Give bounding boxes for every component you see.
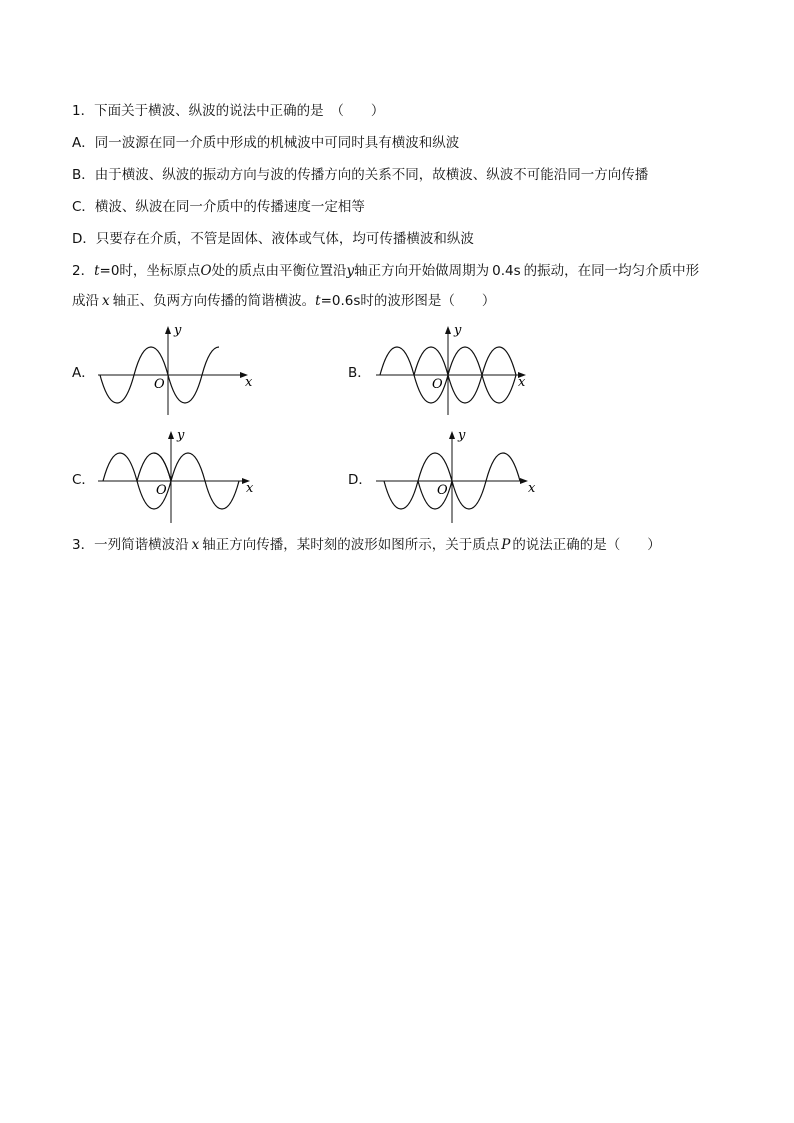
y-axis-arrow <box>449 431 455 439</box>
wave-curve-center-left <box>418 481 435 509</box>
y-axis-arrow <box>445 326 451 334</box>
origin-label: O <box>437 483 448 498</box>
q2-number: 2． <box>72 263 95 279</box>
origin-label: O <box>432 377 443 392</box>
q1-option-d: D．只要存在介质，不管是固体、液体或气体，均可传播横波和纵波 <box>72 231 474 247</box>
q2-text: 成沿 <box>72 293 99 309</box>
q1-option-c: C．横波、纵波在同一介质中的传播速度一定相等 <box>72 199 365 215</box>
q2-period: 0.4s <box>492 263 521 279</box>
q2-var-t: t <box>94 263 100 279</box>
x-axis-label: x <box>528 481 536 496</box>
q3-text: 的说法正确的是（ ） <box>512 537 661 553</box>
q3-text: 轴正方向传播，某时刻的波形如图所示，关于质点 <box>202 537 500 553</box>
wave-graph-b <box>368 320 538 420</box>
q3-number: 3． <box>72 537 95 553</box>
q1-stem: 1．下面关于横波、纵波的说法中正确的是 （ ） <box>72 103 385 119</box>
q2-var-x: x <box>102 293 110 309</box>
origin-label: O <box>154 377 165 392</box>
q2-text: 的振动，在同一均匀介质中形 <box>523 263 700 279</box>
q2-text: =0时，坐标原点 <box>99 263 201 279</box>
origin-label: O <box>156 483 167 498</box>
q2-option-b-label: B． <box>348 365 371 381</box>
wave-graph-c <box>92 425 262 525</box>
q2-option-c-label: C． <box>72 472 95 488</box>
y-axis-arrow <box>168 431 174 439</box>
q1-option-b: B．由于横波、纵波的振动方向与波的传播方向的关系不同，故横波、纵波不可能沿同一方向传播 <box>72 167 649 183</box>
q2-text: 轴正方向开始做周期为 <box>354 263 490 279</box>
q2-figure-c <box>92 425 262 529</box>
q2-figure-d <box>370 425 540 529</box>
q3-text: 一列简谐横波沿 <box>94 537 189 553</box>
y-axis-label: y <box>454 323 462 338</box>
wave-curve-center <box>414 347 448 375</box>
q2-text: 轴正、负两方向传播的简谐横波。 <box>112 293 316 309</box>
y-axis-arrow <box>165 326 171 334</box>
q1-option-a: A．同一波源在同一介质中形成的机械波中可同时具有横波和纵波 <box>72 135 460 151</box>
q2-var-y: y <box>346 263 355 279</box>
x-axis-label: x <box>246 481 254 496</box>
q2-figure-a <box>90 320 260 424</box>
wave-graph-a <box>90 320 260 420</box>
q2-stem-line2 <box>72 291 732 311</box>
q2-text: =0.6s时的波形图是（ ） <box>320 293 496 309</box>
q3-var-x: x <box>191 537 200 553</box>
y-axis-label: y <box>458 428 466 443</box>
q3-stem <box>72 535 732 555</box>
wave-graph-d <box>370 425 540 525</box>
q3-var-P: P <box>501 537 511 553</box>
y-axis-label: y <box>174 323 182 338</box>
q2-var-O: O <box>200 263 212 279</box>
x-axis-label: x <box>518 375 526 390</box>
x-axis-label: x <box>245 375 253 390</box>
q2-option-a-label: A． <box>72 365 95 381</box>
q2-figure-b <box>368 320 538 424</box>
y-axis-label: y <box>177 428 185 443</box>
wave-curve-left-peak <box>137 453 171 481</box>
x-axis-arrow <box>520 478 528 484</box>
q2-stem-line1 <box>72 261 732 281</box>
q2-option-d-label: D． <box>348 472 372 488</box>
q2-text: 处的质点由平衡位置沿 <box>211 263 347 279</box>
q2-var-t: t <box>315 293 321 309</box>
